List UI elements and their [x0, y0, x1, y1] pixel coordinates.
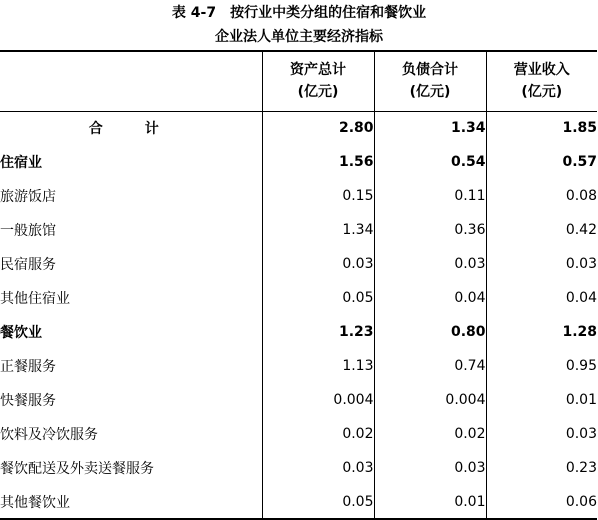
header-unit: (亿元) [409, 84, 451, 101]
cell-value: 0.42 [486, 213, 597, 247]
table-row-category [0, 315, 597, 349]
cell-value: 0.15 [262, 179, 374, 213]
cell-value: 1.13 [262, 349, 374, 383]
table-subtitle: 企业法人单位主要经济指标 [215, 29, 383, 45]
row-label: 其他餐饮业 [0, 485, 262, 519]
cell-value: 2.80 [262, 111, 374, 145]
table-row [0, 281, 597, 315]
table-row [0, 451, 597, 485]
cell-value: 0.03 [374, 451, 486, 485]
cell-value: 0.05 [262, 485, 374, 519]
cell-value: 0.80 [374, 315, 486, 349]
cell-value: 1.34 [262, 213, 374, 247]
cell-value: 0.05 [262, 281, 374, 315]
cell-value: 0.36 [374, 213, 486, 247]
row-label: 饮料及冷饮服务 [0, 427, 98, 443]
table-row [0, 247, 597, 281]
cell-value: 0.01 [486, 383, 597, 417]
table-row [0, 485, 597, 519]
row-label: 一般旅馆 [0, 223, 56, 239]
header-total-assets [262, 51, 374, 111]
cell-value: 0.04 [374, 281, 486, 315]
header-operating-revenue [486, 51, 597, 111]
table-row-total [0, 111, 597, 145]
row-label: 餐饮配送及外卖送餐服务 [0, 461, 154, 477]
row-label: 住宿业 [0, 155, 42, 171]
cell-value: 0.004 [262, 383, 374, 417]
cell-value: 0.74 [374, 349, 486, 383]
header-blank [0, 51, 262, 111]
cell-value: 1.28 [486, 315, 597, 349]
cell-value: 0.11 [374, 179, 486, 213]
row-label: 其他住宿业 [0, 291, 70, 307]
header-name: 负债合计 [402, 62, 458, 79]
table-row [0, 383, 597, 417]
cell-value: 0.02 [374, 417, 486, 451]
header-total-liabilities [374, 51, 486, 111]
cell-value: 0.03 [374, 247, 486, 281]
cell-value: 0.95 [486, 349, 597, 383]
cell-value: 0.54 [374, 145, 486, 179]
table-row [0, 213, 597, 247]
cell-value: 1.23 [262, 315, 374, 349]
row-label: 民宿服务 [0, 257, 56, 273]
cell-value: 0.23 [486, 451, 597, 485]
cell-value: 1.85 [486, 111, 597, 145]
row-label: 快餐服务 [0, 393, 56, 409]
header-unit: (亿元) [297, 84, 339, 101]
table-title: 表 4-7 按行业中类分组的住宿和餐饮业 [171, 5, 427, 21]
cell-value: 1.34 [374, 111, 486, 145]
cell-value: 0.03 [262, 247, 374, 281]
cell-value: 0.57 [486, 145, 597, 179]
header-name: 营业收入 [513, 62, 570, 79]
header-name: 资产总计 [290, 62, 346, 79]
cell-value: 0.03 [262, 451, 374, 485]
row-label: 旅游饭店 [0, 189, 56, 205]
row-label: 合 计 [88, 121, 173, 138]
cell-value: 0.004 [374, 383, 486, 417]
table-row [0, 349, 597, 383]
cell-value: 0.04 [486, 281, 597, 315]
table-row-category [0, 145, 597, 179]
row-label: 餐饮业 [0, 325, 42, 341]
row-label: 正餐服务 [0, 359, 56, 375]
table-row [0, 179, 597, 213]
cell-value: 0.08 [486, 179, 597, 213]
cell-value: 0.03 [486, 417, 597, 451]
cell-value: 0.01 [374, 485, 486, 519]
cell-value: 0.03 [486, 247, 597, 281]
header-row [0, 51, 597, 111]
header-unit: (亿元) [521, 84, 563, 101]
cell-value: 1.56 [262, 145, 374, 179]
cell-value: 0.02 [262, 417, 374, 451]
indicator-table [0, 50, 597, 520]
table-row [0, 417, 597, 451]
cell-value: 0.06 [486, 485, 597, 519]
